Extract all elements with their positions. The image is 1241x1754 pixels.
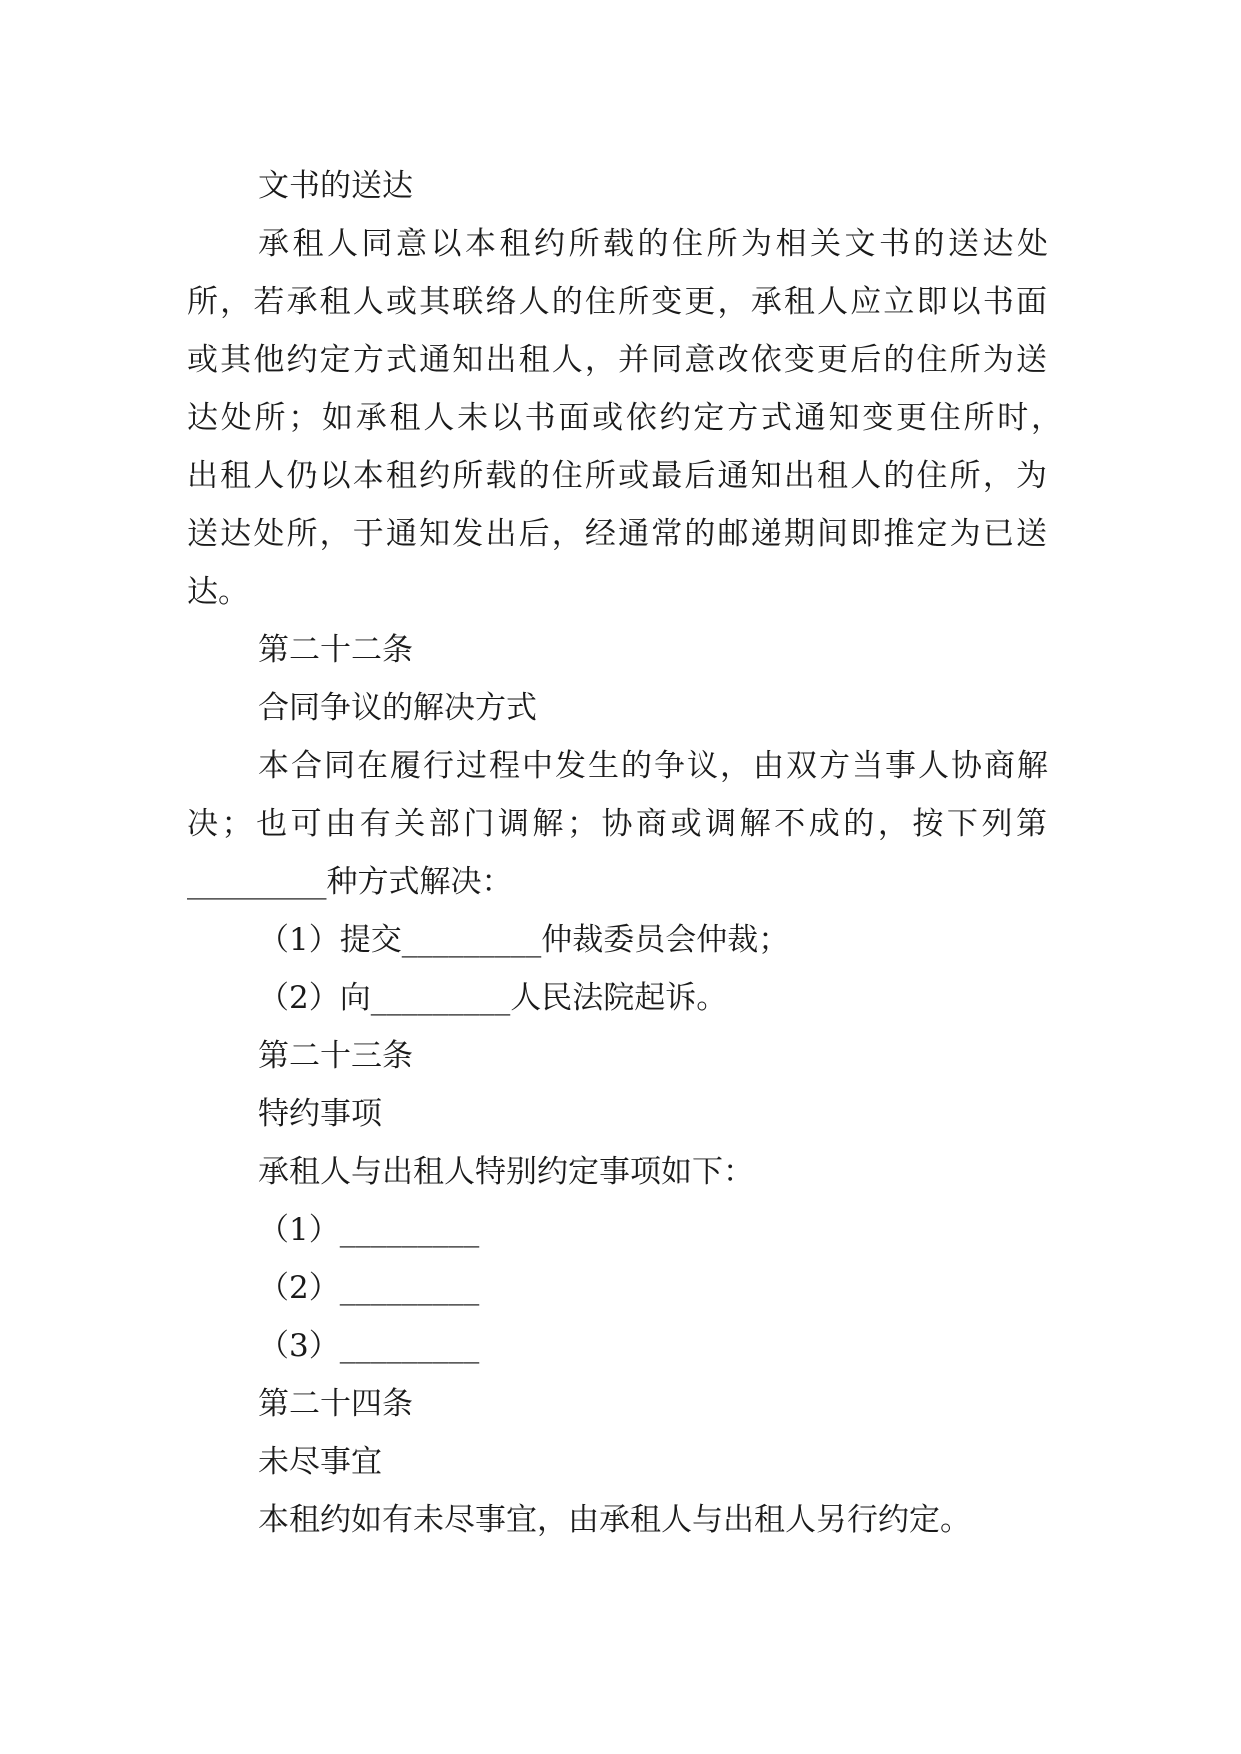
option-arbitration: （1）提交_________仲裁委员会仲裁； [258, 922, 790, 958]
paragraph-line: 或其他约定方式通知出租人，并同意改依变更后的住所为送 [187, 342, 1047, 378]
article-22-heading: 第二十二条 [258, 632, 413, 668]
paragraph-line: _________种方式解决： [187, 864, 513, 900]
paragraph-line: 承租人同意以本租约所载的住所为相关文书的送达处 [258, 226, 1048, 262]
article-23-heading: 第二十三条 [258, 1038, 413, 1074]
article-23-title: 特约事项 [258, 1096, 382, 1132]
option-court: （2）向_________人民法院起诉。 [258, 980, 728, 1016]
article-22-title: 合同争议的解决方式 [258, 690, 537, 726]
paragraph-line: 达处所；如承租人未以书面或依约定方式通知变更住所时， [187, 400, 1062, 436]
paragraph-line: 达。 [187, 574, 249, 610]
paragraph-line: 所，若承租人或其联络人的住所变更，承租人应立即以书面 [187, 284, 1047, 320]
special-item-2: （2）_________ [258, 1270, 480, 1306]
paragraph-line: 本租约如有未尽事宜，由承租人与出租人另行约定。 [258, 1502, 971, 1538]
special-item-3: （3）_________ [258, 1328, 480, 1364]
paragraph-line: 决；也可由有关部门调解；协商或调解不成的，按下列第 [187, 806, 1047, 842]
special-item-1: （1）_________ [258, 1212, 480, 1248]
paragraph-line: 出租人仍以本租约所载的住所或最后通知出租人的住所，为 [187, 458, 1047, 494]
paragraph-line: 承租人与出租人特别约定事项如下： [258, 1154, 754, 1190]
article-24-title: 未尽事宜 [258, 1444, 382, 1480]
paragraph-line: 本合同在履行过程中发生的争议，由双方当事人协商解 [258, 748, 1048, 784]
paragraph-line: 送达处所，于通知发出后，经通常的邮递期间即推定为已送 [187, 516, 1047, 552]
article-24-heading: 第二十四条 [258, 1386, 413, 1422]
section-heading-delivery: 文书的送达 [258, 168, 413, 204]
